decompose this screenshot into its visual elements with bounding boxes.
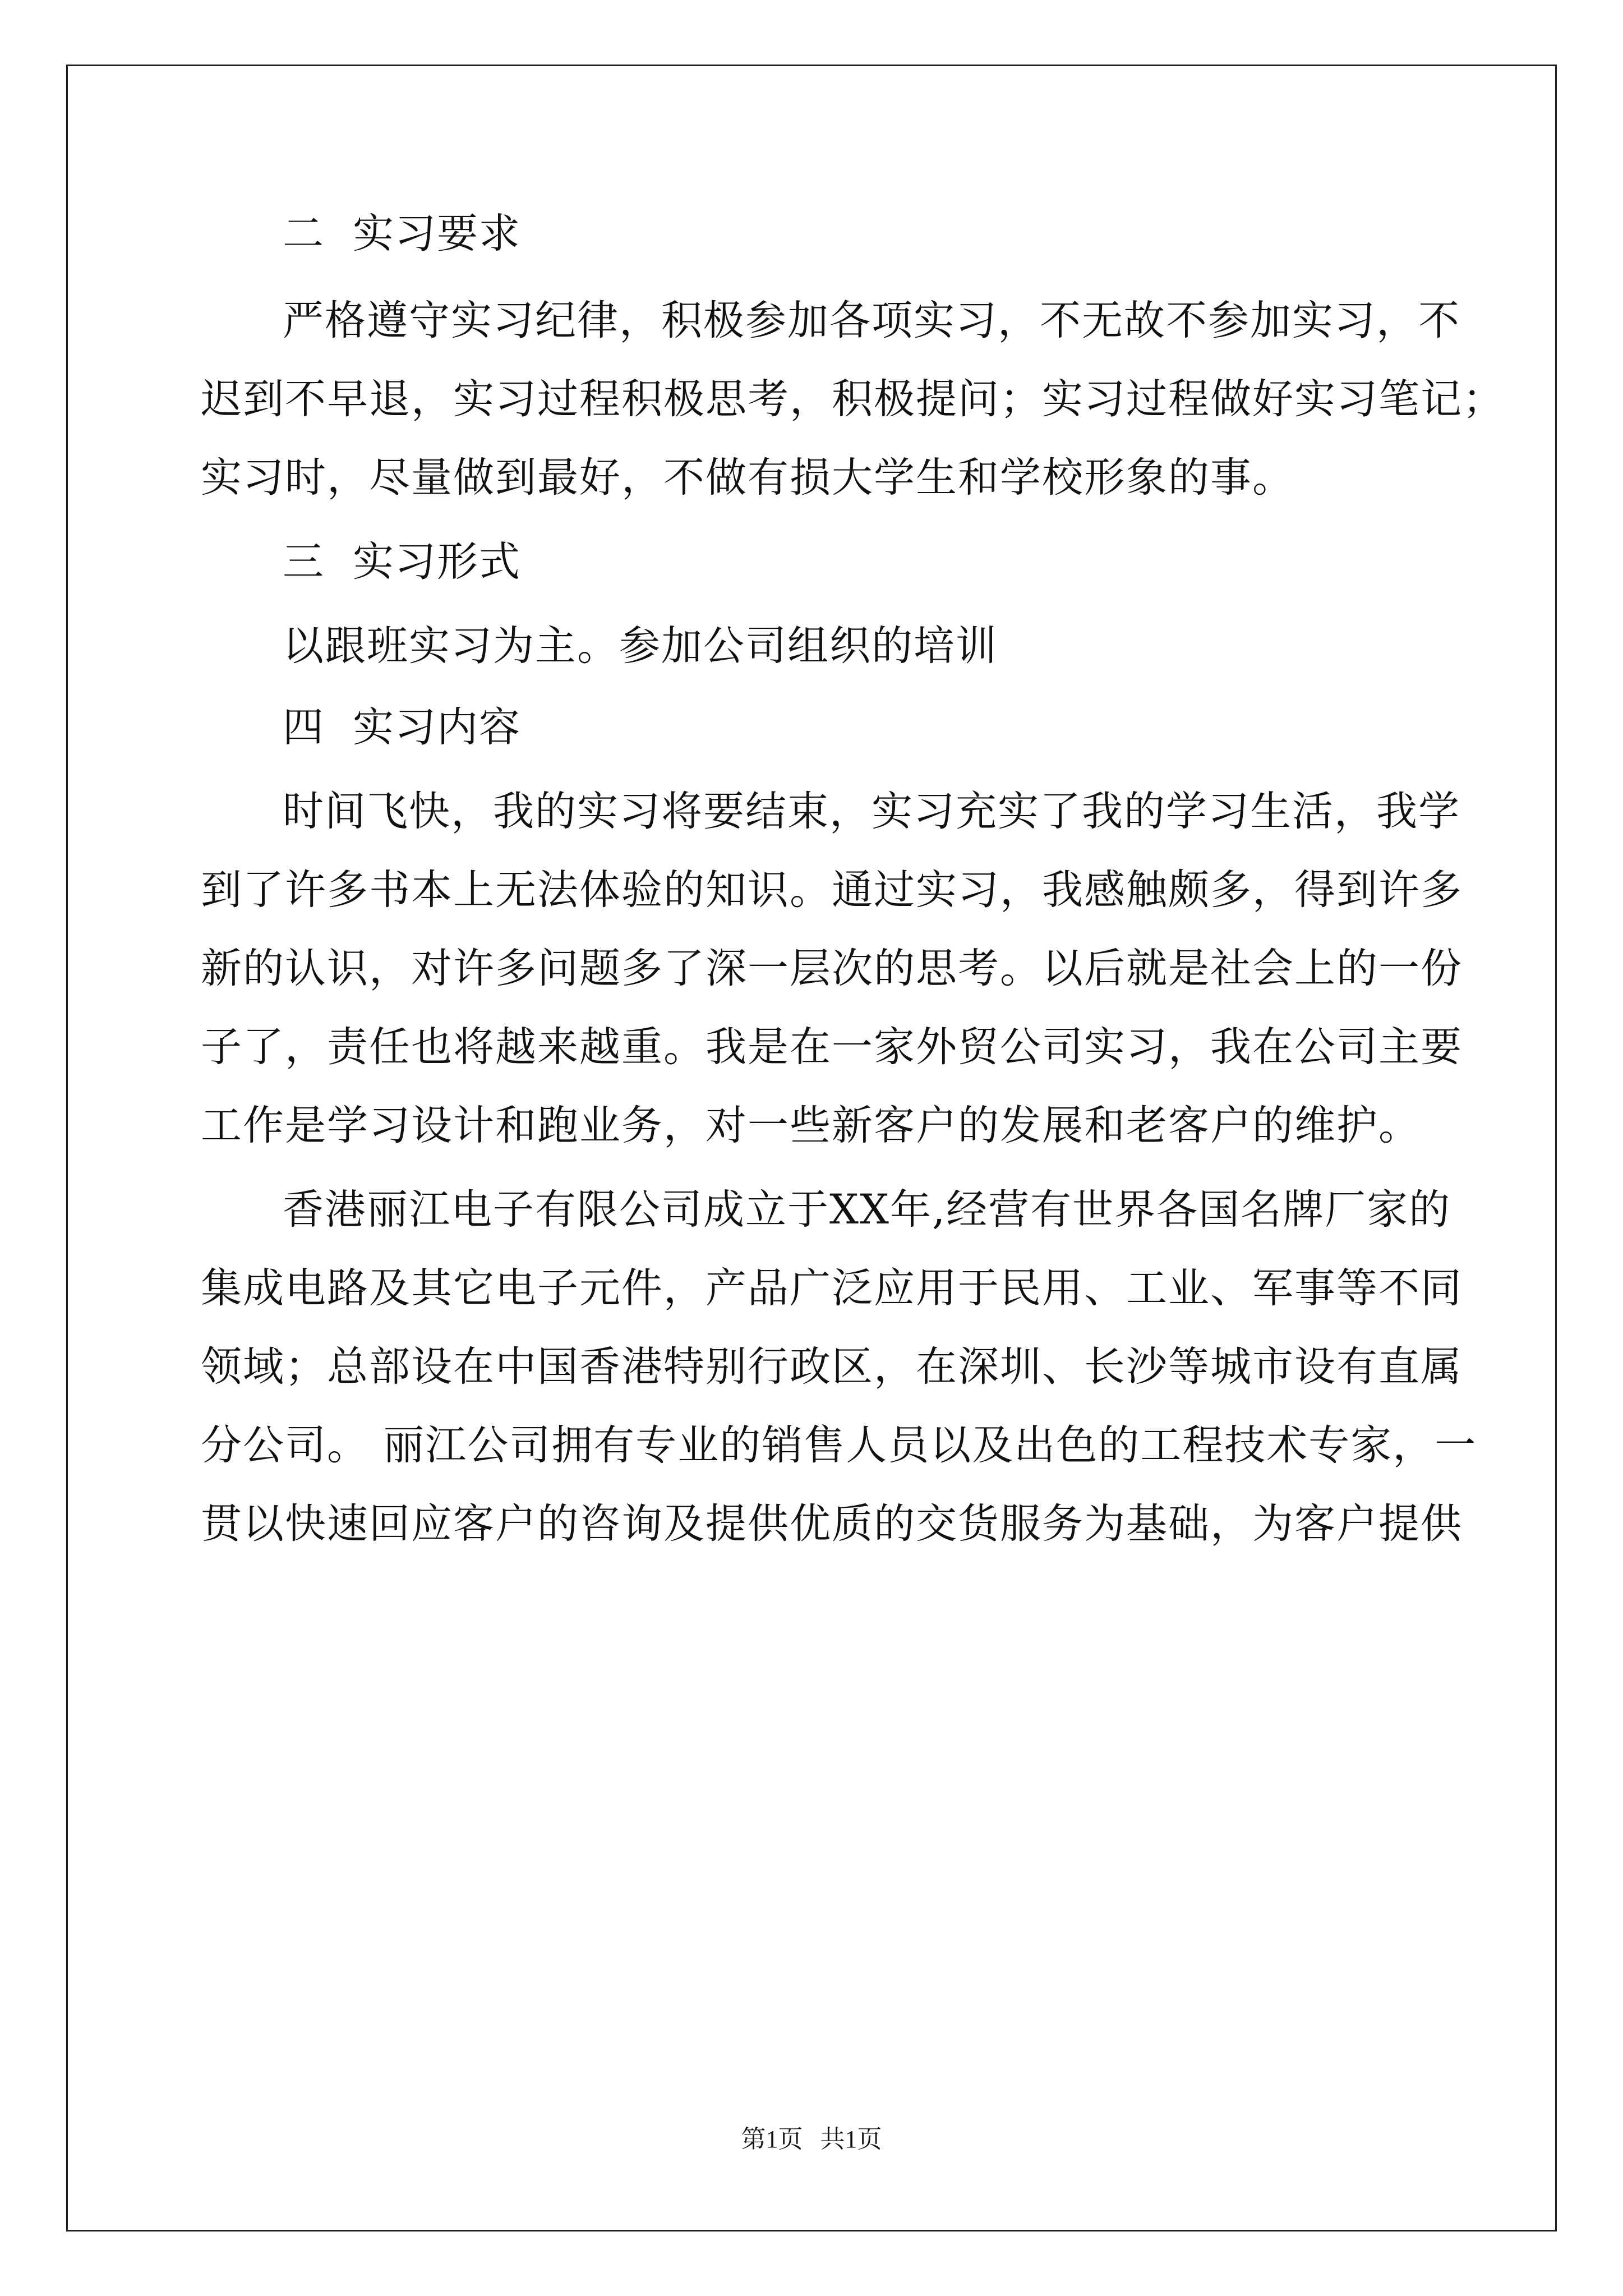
section-title: 实习形式 [353, 538, 521, 586]
page-footer [0, 2127, 1623, 2152]
paragraph-line: 贯以快速回应客户的咨询及提供优质的交货服务为基础，为客户提供 [201, 1500, 1463, 1548]
paragraph-line: 新的认识，对许多问题多了深一层次的思考。以后就是社会上的一份 [201, 945, 1463, 992]
section-heading-content [201, 703, 521, 751]
paragraph-line: 领域；总部设在中国香港特别行政区，在深圳、长沙等城市设有直属 [201, 1343, 1463, 1391]
section-number: 三 [283, 538, 325, 586]
paragraph-line: 到了许多书本上无法体验的知识。通过实习，我感触颇多，得到许多 [201, 866, 1463, 914]
paragraph-line: 分公司。 丽江公司拥有专业的销售人员以及出色的工程技术专家，一 [201, 1421, 1477, 1469]
page-number: 第1页 [741, 2125, 803, 2153]
section-title: 实习内容 [353, 703, 521, 751]
section-title: 实习要求 [353, 210, 521, 257]
page-total: 共1页 [820, 2125, 882, 2153]
section-number: 四 [283, 703, 325, 751]
section-heading-form [201, 538, 521, 586]
paragraph-line: 时间飞快，我的实习将要结束，实习充实了我的学习生活，我学 [283, 788, 1460, 835]
paragraph-line: 严格遵守实习纪律，积极参加各项实习，不无故不参加实习，不 [283, 297, 1460, 344]
paragraph-line: 迟到不早退，实习过程积极思考，积极提问；实习过程做好实习笔记； [201, 375, 1505, 423]
paragraph-line: 工作是学习设计和跑业务，对一些新客户的发展和老客户的维护。 [201, 1102, 1421, 1149]
paragraph-line: 香港丽江电子有限公司成立于XX年,经营有世界各国名牌厂家的 [283, 1186, 1451, 1234]
paragraph-line: 集成电路及其它电子元件，产品广泛应用于民用、工业、军事等不同 [201, 1264, 1463, 1312]
paragraph-line: 以跟班实习为主。参加公司组织的培训 [283, 622, 998, 670]
section-heading-requirements [201, 210, 521, 257]
section-number: 二 [283, 210, 325, 257]
paragraph-line: 实习时，尽量做到最好，不做有损大学生和学校形象的事。 [201, 454, 1294, 501]
paragraph-line: 子了，责任也将越来越重。我是在一家外贸公司实习，我在公司主要 [201, 1023, 1463, 1071]
